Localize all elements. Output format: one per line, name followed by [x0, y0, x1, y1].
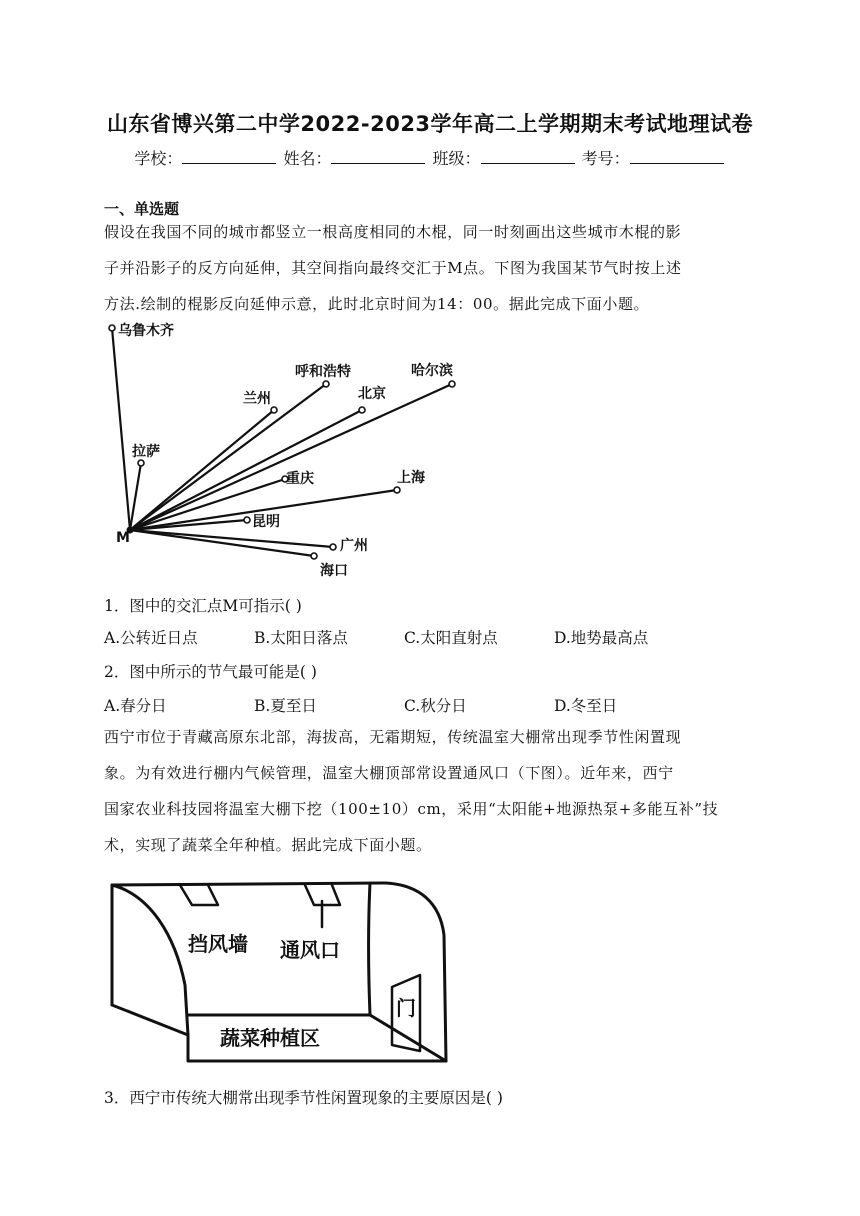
label-m: M — [116, 530, 130, 546]
label-lanzhou: 兰州 — [243, 391, 271, 407]
option-d[interactable]: D.冬至日 — [554, 697, 618, 715]
label-vent: 通风口 — [280, 938, 340, 962]
label-door: 门 — [396, 996, 416, 1020]
label-haikou: 海口 — [320, 563, 348, 579]
label-shanghai: 上海 — [397, 470, 425, 486]
label-lhasa: 拉萨 — [132, 444, 160, 460]
name-blank[interactable] — [331, 149, 425, 164]
name-label: 姓名： — [283, 149, 332, 168]
label-beijing: 北京 — [358, 386, 386, 402]
passage-1-line: 子并沿影子的反方向延伸，其空间指向最终交汇于M点。下图为我国某节气时按上述 — [104, 259, 682, 277]
passage-2-line: 象。为有效进行棚内气候管理，温室大棚顶部常设置通风口（下图）。近年来，西宁 — [104, 764, 674, 782]
page-title: 山东省博兴第二中学2022-2023学年高二上学期期末考试地理试卷 — [106, 112, 754, 136]
question-1-options — [104, 626, 764, 648]
shadow-extension-diagram — [100, 318, 480, 583]
passage-2 — [104, 719, 754, 863]
passage-1-line: 假设在我国不同的城市都竖立一根高度相同的木棍，同一时刻画出这些城市木棍的影 — [104, 223, 682, 241]
passage-1-line: 方法.绘制的棍影反向延伸示意，此时北京时间为14：00。据此完成下面小题。 — [104, 295, 650, 313]
passage-2-line: 西宁市位于青藏高原东北部，海拔高，无霜期短，传统温室大棚常出现季节性闲置现 — [104, 728, 682, 746]
label-kunming: 昆明 — [252, 514, 280, 530]
question-2-stem: 2．图中所示的节气最可能是( ) — [104, 663, 317, 681]
option-c[interactable]: C.太阳直射点 — [404, 629, 498, 647]
option-d[interactable]: D.地势最高点 — [554, 629, 649, 647]
student-info-line — [0, 146, 860, 169]
option-c[interactable]: C.秋分日 — [404, 697, 467, 715]
label-guangzhou: 广州 — [340, 538, 368, 554]
school-blank[interactable] — [182, 149, 276, 164]
label-chongqing: 重庆 — [286, 471, 314, 487]
exam-number-blank[interactable] — [630, 149, 724, 164]
label-huhhot: 呼和浩特 — [295, 364, 351, 380]
exam-number-label: 考号： — [581, 149, 630, 168]
passage-1 — [104, 214, 754, 322]
school-label: 学校： — [134, 149, 183, 168]
label-urumqi: 乌鲁木齐 — [118, 323, 174, 339]
question-2-options — [104, 694, 764, 716]
label-planting-area: 蔬菜种植区 — [220, 1026, 320, 1050]
class-label: 班级： — [432, 149, 481, 168]
label-windbreak-wall: 挡风墙 — [188, 932, 248, 956]
passage-2-line: 国家农业科技园将温室大棚下挖（100±10）cm，采用“太阳能+地源热泵+多能互补”技 — [104, 800, 719, 818]
greenhouse-diagram — [100, 875, 460, 1075]
question-3-stem: 3．西宁市传统大棚常出现季节性闲置现象的主要原因是( ) — [104, 1089, 503, 1107]
label-harbin: 哈尔滨 — [411, 363, 453, 379]
passage-2-line: 术，实现了蔬菜全年种植。据此完成下面小题。 — [104, 836, 432, 854]
question-1-stem: 1．图中的交汇点M可指示( ) — [104, 597, 302, 615]
class-blank[interactable] — [481, 149, 575, 164]
option-a[interactable]: A.春分日 — [104, 697, 167, 715]
option-b[interactable]: B.太阳日落点 — [254, 629, 348, 647]
option-a[interactable]: A.公转近日点 — [104, 629, 198, 647]
option-b[interactable]: B.夏至日 — [254, 697, 317, 715]
section-heading: 一、单选题 — [104, 200, 180, 218]
